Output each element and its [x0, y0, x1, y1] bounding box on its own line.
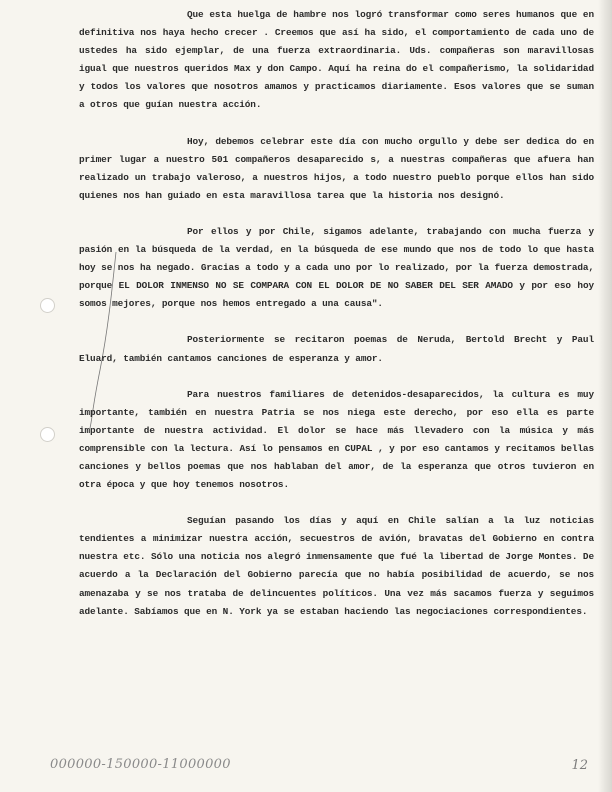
paragraph-6: Seguían pasando los días y aquí en Chile salían a la luz noticias tendientes a minimizar nuestra acción, secuestros de avión, bravatas del Gobierno en contra nuestra etc. Sólo una noticia nos alegró inmensamente que fué la libertad de Jorge Montes. De acuerdo a la Declaración del Gobierno parecía que no había posibilidad de acuerdo, se nos amenazaba y se nos trataba de delincuentes políticos. Una vez más sacamos fuerza y seguimos adelante. Sabíamos que en N. York ya se estaban haciendo las negociaciones correspondientes. [79, 515, 594, 617]
paragraph-1: Que esta huelga de hambre nos logró transformar como seres humanos que en definitiva nos haya hecho crecer . Creemos que así ha sido, el comportamiento de cada uno de ustedes ha sido ejemplar, de una fuerza extraordinaria. Uds. compañeras son maravillosas igual que nuestros queridos Max y don Campo. Aquí ha reina do el compañerismo, la solidaridad y todos los valores que nosotros amamos y practicamos diariamente. Esos valores que se suman a otros que guían nuestra acción. [79, 9, 594, 111]
binder-hole [40, 298, 55, 313]
paragraph-3: Por ellos y por Chile, sigamos adelante, trabajando con mucha fuerza y pasión en la búsqueda de la verdad, en la búsqueda de ese mundo que nos de todo lo que hasta hoy se nos ha negado. Gracias a todo y a cada uno por lo realizado, por la fuerza demostrada, porque EL DOLOR INMENSO NO SE COMPARA CON EL DOLOR DE NO SABER DEL SER AMADO y por eso hoy somos mejores, porque nos hemos entregado a una causa". [79, 225, 594, 310]
page-number: 12 [571, 758, 588, 773]
typed-text-body [79, 6, 594, 621]
handwritten-archive-code: 000000-150000-11000000 [50, 757, 231, 772]
binder-hole [40, 427, 55, 442]
paragraph-5: Para nuestros familiares de detenidos-desaparecidos, la cultura es muy importante, también en nuestra Patria se nos niega este derecho, por eso ella es parte importante de nuestra actividad. El dolor se hace más llevadero con la música y más comprensible con la lectura. Así lo pensamos en CUPAL , y por eso cantamos y recitamos bellas canciones y bellos poemas que nos hablaban del amor, de la esperanza que otros tuvieron en otra época y que hoy tenemos nosotros. [79, 388, 594, 491]
paragraph-2: Hoy, debemos celebrar este día con mucho orgullo y debe ser dedica do en primer lugar a nuestro 501 compañeros desaparecido s, a nuestras compañeras que afuera han realizado un trabajo valeroso, a nuestros hijos, a todo nuestro pueblo porque ellos han sido quienes nos han guiado en esta maravillosa tarea que la historia nos designó. [79, 135, 594, 201]
paragraph-4: Posteriormente se recitaron poemas de Neruda, Bertold Brecht y Paul Eluard, también cantamos canciones de esperanza y amor. [79, 334, 594, 364]
